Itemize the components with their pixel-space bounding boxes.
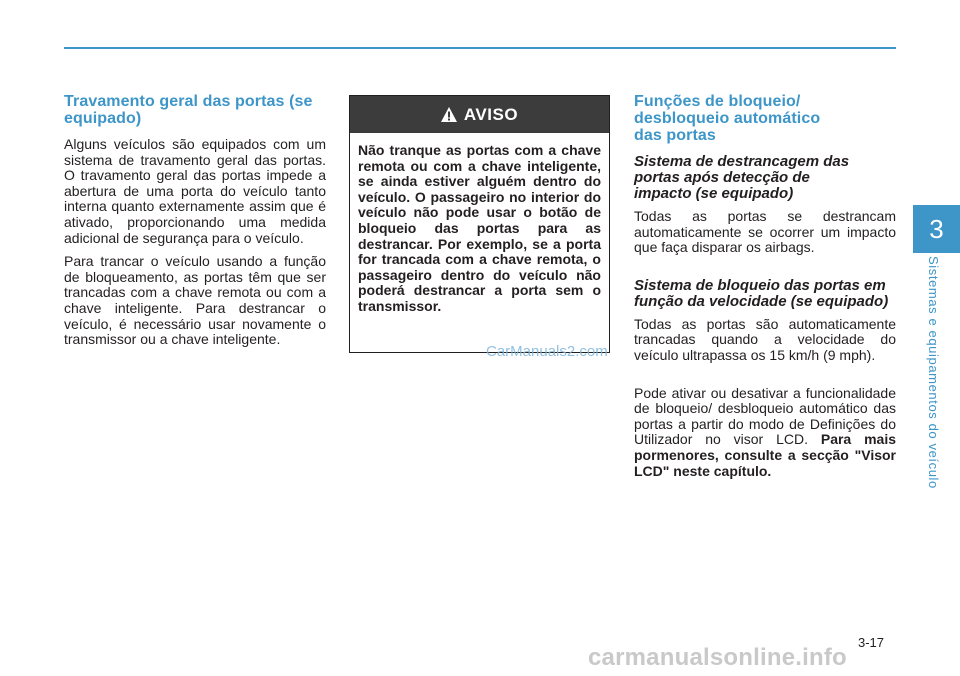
- top-rule: [64, 47, 896, 49]
- page-number: 3-17: [858, 635, 885, 650]
- section-heading: Funções de bloqueio/ desbloqueio automático das portas: [634, 93, 821, 144]
- warning-header: [350, 96, 609, 133]
- paragraph: Alguns veículos são equipados com um sistema de travamento geral das portas. O travamento geral das portas impede a abertura de uma porta do veículo tanto interna quanto externamente assim que é ativado, proporcionando uma medida adicional de segurança para o veículo.: [64, 136, 326, 246]
- paragraph: Todas as portas são automaticamente trancadas quando a velocidade do veículo ultrapassa os 15 km/h (9 mph).: [634, 315, 896, 363]
- warning-triangle-icon: [441, 107, 457, 122]
- warning-title: AVISO: [463, 104, 519, 124]
- warning-text: Não tranque as portas com a chave remota ou com a chave inteligente, se ainda estiver alguém dentro do veículo. O passageiro no interior do veículo não pode usar o botão de bloqueio das portas para as destrancar. Por exemplo, se a porta for trancada com a chave remota, o passageiro dentro do veículo não poderá destrancar a porta sem o transmissor.: [358, 142, 601, 314]
- chapter-tab: 3: [913, 205, 960, 253]
- paragraph-text: Pode ativar ou desativar a funcionalidade de bloqueio/ desbloqueio automático das portas a partir do modo de Definições do Utilizador no visor LCD.: [634, 384, 896, 448]
- watermark-carmanuals: CarManuals2.com: [486, 343, 608, 360]
- watermark-footer: carmanualsonline.info: [588, 644, 847, 671]
- warning-box: [349, 95, 610, 353]
- section-heading: Travamento geral das portas (se equipado): [64, 93, 313, 127]
- subsection-heading: Sistema de bloqueio das portas em função da velocidade (se equipado): [634, 276, 889, 310]
- paragraph: Todas as portas se destrancam automaticamente se ocorrer um impacto que faça disparar os airbags.: [634, 208, 896, 256]
- subsection-heading: Sistema de destrancagem das portas após detecção de impacto (se equipado): [634, 153, 850, 202]
- left-column: [64, 93, 326, 356]
- paragraph: Para trancar o veículo usando a função de bloqueamento, as portas têm que ser trancadas com a chave remota ou com a chave inteligente. Para destrancar o veículo, é necessário usar novamente o transmissor ou a chave inteligente.: [64, 253, 326, 348]
- right-column: [634, 93, 896, 487]
- paragraph-bold-text: Para mais pormenores, consulte a secção "Visor LCD" neste capítulo.: [634, 431, 896, 479]
- paragraph: [634, 386, 896, 480]
- chapter-title: Sistemas e equipamentos do veículo: [926, 256, 941, 489]
